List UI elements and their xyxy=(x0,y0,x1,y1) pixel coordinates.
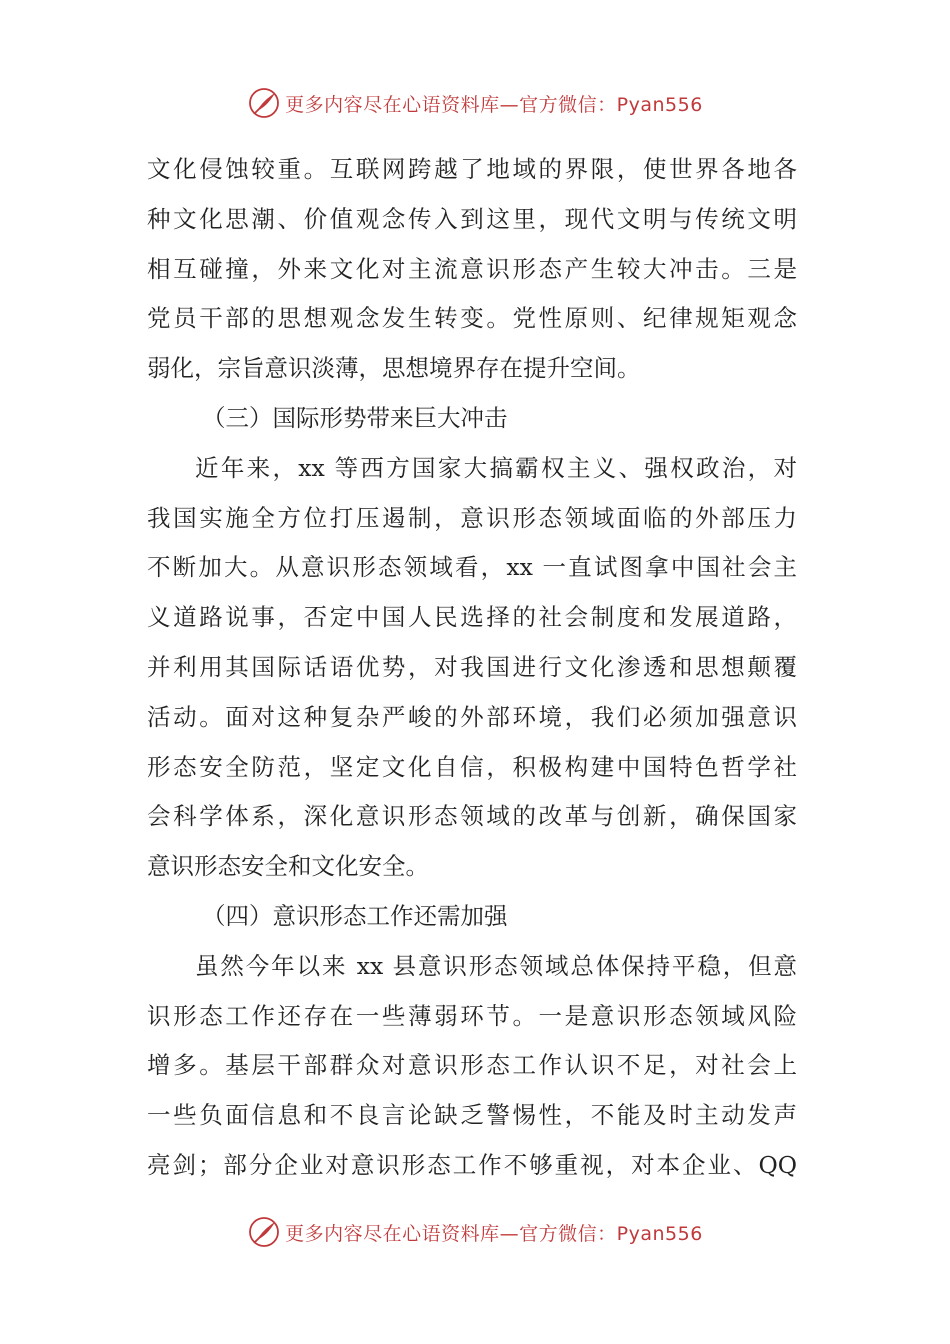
body-text-line: 增多。基层干部群众对意识形态工作认识不足，对社会上 xyxy=(147,1051,797,1080)
body-text-line: 不断加大。从意识形态领域看，xx 一直试图拿中国社会主 xyxy=(147,553,797,582)
body-text-line: 一些负面信息和不良言论缺乏警惕性，不能及时主动发声 xyxy=(147,1101,797,1130)
section-heading: （四）意识形态工作还需加强 xyxy=(202,901,508,930)
body-text-line: 虽然今年以来 xx 县意识形态领域总体保持平稳，但意 xyxy=(195,951,797,980)
quill-pen-logo-icon xyxy=(247,1215,281,1249)
footer-banner-text: 更多内容尽在心语资料库—官方微信：Pyan556 xyxy=(285,1222,703,1245)
body-text-line: 党员干部的思想观念发生转变。党性原则、纪律规矩观念 xyxy=(147,304,797,333)
body-text-line: 会科学体系，深化意识形态领域的改革与创新，确保国家 xyxy=(147,802,797,831)
body-text-line: 形态安全防范，坚定文化自信，积极构建中国特色哲学社 xyxy=(147,752,797,781)
body-text-line: 并利用其国际话语优势，对我国进行文化渗透和思想颠覆 xyxy=(147,652,797,681)
body-text-line: 义道路说事，否定中国人民选择的社会制度和发展道路， xyxy=(147,603,797,632)
body-text-line: 意识形态安全和文化安全。 xyxy=(147,852,429,881)
body-text-line: 近年来，xx 等西方国家大搞霸权主义、强权政治，对 xyxy=(195,453,797,482)
body-text-line: 种文化思潮、价值观念传入到这里，现代文明与传统文明 xyxy=(147,204,797,233)
section-heading: （三）国际形势带来巨大冲击 xyxy=(202,403,508,432)
quill-pen-logo-icon xyxy=(247,86,281,120)
body-text-line: 活动。面对这种复杂严峻的外部环境，我们必须加强意识 xyxy=(147,702,797,731)
body-text-line: 亮剑；部分企业对意识形态工作不够重视，对本企业、QQ xyxy=(147,1150,797,1179)
body-text-line: 弱化，宗旨意识淡薄，思想境界存在提升空间。 xyxy=(147,354,641,383)
body-text-line: 相互碰撞，外来文化对主流意识形态产生较大冲击。三是 xyxy=(147,254,797,283)
header-banner xyxy=(0,83,950,123)
body-text-line: 文化侵蚀较重。互联网跨越了地域的界限，使世界各地各 xyxy=(147,155,797,183)
body-text-line: 我国实施全方位打压遏制，意识形态领域面临的外部压力 xyxy=(147,503,797,532)
document-body xyxy=(147,145,797,1191)
footer-banner xyxy=(0,1212,950,1252)
body-text-line: 识形态工作还存在一些薄弱环节。一是意识形态领域风险 xyxy=(147,1001,797,1030)
header-banner-text: 更多内容尽在心语资料库—官方微信：Pyan556 xyxy=(285,93,703,116)
